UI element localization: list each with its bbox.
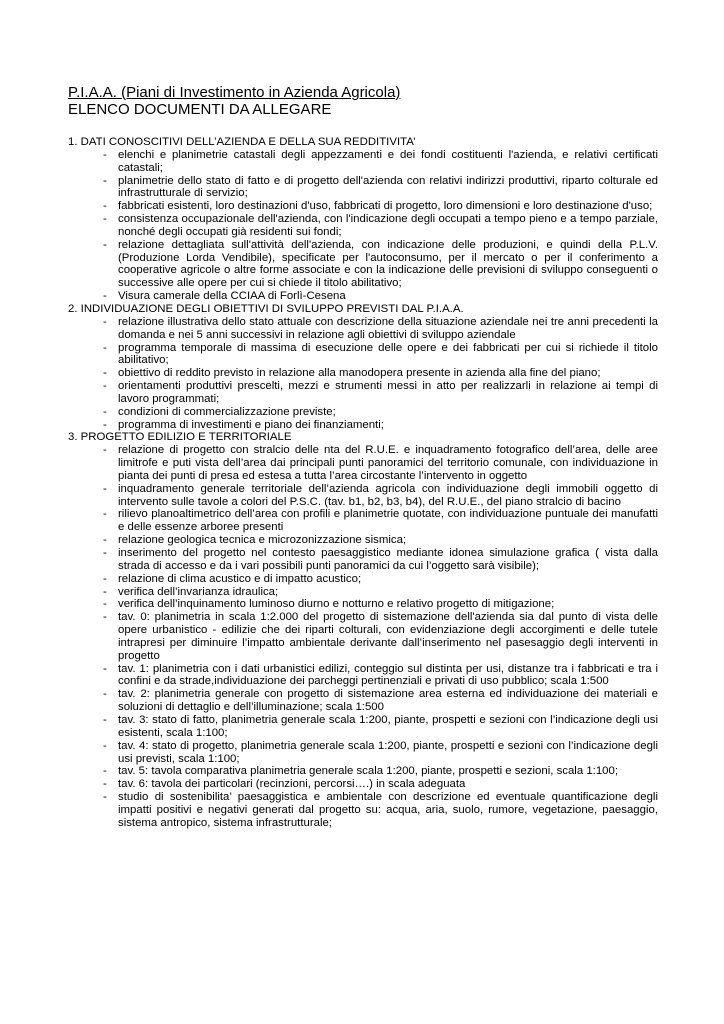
list-item (68, 573, 658, 586)
dash-bullet: - (103, 611, 107, 624)
list-item-text: verifica dell’invarianza idraulica; (118, 585, 279, 598)
dash-bullet: - (103, 688, 107, 701)
dash-bullet: - (103, 238, 107, 251)
list-item-text: tav. 5: tavola comparativa planimetria generale scala 1:200, piante, prospetti e sezioni, scala 1:100; (118, 765, 619, 778)
list-item-text: tav. 4: stato di progetto, planimetria generale scala 1:200, piante, prospetti e sezioni con l’indicazione degli usi previsti, scala 1:100; (118, 739, 658, 765)
list-item-text: elenchi e planimetrie catastali degli appezzamenti e dei fondi costituenti l'azienda, e relativi certificati catastali; (118, 148, 658, 174)
dash-bullet: - (103, 791, 107, 804)
list-item (68, 740, 658, 766)
dash-bullet: - (103, 598, 107, 611)
list-item (68, 791, 658, 830)
spacer (68, 118, 658, 136)
list-item-text: consistenza occupazionale dell'azienda, con l'indicazione degli occupati a tempo pieno e a tempo parziale, nonché degli occupati già residenti sui fondi; (118, 213, 658, 238)
list-item (68, 380, 658, 406)
list-item (68, 611, 658, 662)
list-item-text: relazione di progetto con stralcio delle nta del R.U.E. e inquadramento fotografico dell’area, delle aree limitrofe e puti vista dell’area dai principali punti panoramici del territorio comunale, con individuazione in pianta dei punti di presa ed estesa a tutta l’area circostante l’intervento in oggetto (118, 444, 658, 482)
list-item-text: relazione illustrativa dello stato attuale con descrizione della situazione aziendale nei tre anni precedenti la domanda e nei 5 anni successivi in relazione agli obiettivi di sviluppo aziendale (118, 315, 658, 341)
list-item-text: tav. 6: tavola dei particolari (recinzioni, percorsi….) in scala adeguata (118, 778, 466, 791)
dash-bullet: - (103, 174, 107, 187)
list-item-text: relazione dettagliata sull'attività dell'azienda, con indicazione delle produzioni, e quindi della P.L.V. (Produzione Lorda Vendibile), specificate per l'autoconsumo, per il mercato o per il conferimento a cooperative agricole o altre forme associate e con la indicazione delle previsioni di sviluppo conseguenti o successive alle opere per cui si chiede il titolo abilitativo; (118, 238, 658, 290)
list-item-text: planimetrie dello stato di fatto e di progetto dell'azienda con relativi indirizzi produttivi, riparto colturale ed infrastrutturale di servizio; (118, 174, 658, 200)
list-item (68, 239, 658, 290)
list-item (68, 213, 658, 239)
list-item-text: inquadramento generale territoriale dell’azienda agricola con individuazione degli immobili oggetto di intervento sulle tavole a colori del P.S.C. (tav. b1, b2, b3, b4), del R.U.E., del piano stralcio di bacino (118, 482, 658, 508)
list-item-text: tav. 0: planimetria in scala 1:2.000 del progetto di sistemazione dell'azienda sia dal punto di vista delle opere urbanistico - edilizie che dei riparti colturali, con evidenziazione degli accorgimenti e delle tutele intrapresi per diminuire l’impatto ambientale derivante dall’inserimento nel pasesaggio degli interventi in progetto (118, 611, 658, 662)
list-item-text: tav. 1: planimetria con i dati urbanistici edilizi, conteggio sul distinta per usi, distanze tra i fabbricati e tra i confini e da strade,individuazione dei parcheggi pertinenziali e privati di uso pubblico; scala 1:500 (118, 662, 658, 688)
dash-bullet: - (103, 290, 107, 303)
list-item (68, 586, 658, 599)
dash-bullet: - (103, 213, 107, 226)
section-item-list (68, 444, 658, 829)
list-item (68, 444, 658, 483)
section-item-list (68, 316, 658, 432)
list-item-text: programma temporale di massima di esecuzione delle opere e dei fabbricati per cui si richiede il titolo abilitativo; (118, 341, 658, 367)
list-item-text: verifica dell’inquinamento luminoso diurno e notturno e relativo progetto di mitigazione; (118, 598, 555, 611)
list-item (68, 663, 658, 689)
dash-bullet: - (103, 200, 107, 213)
list-item-text: studio di sostenibilita’ paesaggistica e ambientale con descrizione ed eventuale quantificazione degli impatti positivi e negativi generati dal progetto su: acqua, aria, suolo, rumore, vegetazione, paesaggio, sistema antropico, sistema infrastrutturale; (118, 791, 658, 829)
list-item (68, 149, 658, 175)
list-item (68, 688, 658, 714)
list-item-text: tav. 2: planimetria generale con progetto di sistemazione area esterna ed individuazione dei materiali e soluzioni di dettaglio e dell’illuminazione; scala 1:500 (118, 688, 658, 714)
section-heading: 2. INDIVIDUAZIONE DEGLI OBIETTIVI DI SVILUPPO PREVISTI DAL P.I.A.A. (68, 302, 464, 315)
section-heading: 3. PROGETTO EDILIZIO E TERRITORIALE (68, 431, 292, 444)
list-item (68, 342, 658, 368)
list-item (68, 534, 658, 547)
dash-bullet: - (103, 482, 107, 495)
dash-bullet: - (103, 367, 107, 380)
list-item-text: rilievo planoaltimetrico dell’area con profili e planimetrie quotate, con individuazione puntuale dei manufatti e delle essenze arboree presenti (118, 508, 658, 534)
list-item-text: relazione geologica tecnica e microzonizzazione sismica; (118, 534, 407, 547)
list-item (68, 598, 658, 611)
list-item-text: orientamenti produttivi prescelti, mezzi e strumenti messi in atto per realizzarli in relazione ai tempi di lavoro programmati; (118, 380, 658, 405)
list-item-text: tav. 3: stato di fatto, planimetria generale scala 1:200, piante, prospetti e sezioni con l’indicazione degli usi esistenti, scala 1:100; (118, 713, 658, 739)
dash-bullet: - (103, 418, 107, 431)
dash-bullet: - (103, 341, 107, 354)
list-item (68, 778, 658, 791)
list-item-text: condizioni di commercializzazione previste; (118, 405, 336, 418)
list-item-text: fabbricati esistenti, loro destinazioni d'uso, fabbricati di progetto, loro dimensioni e loro destinazione d'uso; (118, 200, 653, 213)
dash-bullet: - (103, 765, 107, 778)
list-item (68, 175, 658, 201)
dash-bullet: - (103, 572, 107, 585)
dash-bullet: - (103, 380, 107, 393)
sections-container (68, 136, 658, 830)
section-heading: 1. DATI CONOSCITIVI DELL’AZIENDA E DELLA SUA REDDITIVITA’ (68, 136, 416, 148)
dash-bullet: - (103, 547, 107, 559)
document-subtitle: ELENCO DOCUMENTI DA ALLEGARE (68, 101, 332, 118)
list-item (68, 714, 658, 740)
list-item (68, 290, 658, 303)
dash-bullet: - (103, 444, 107, 457)
dash-bullet: - (103, 148, 107, 161)
list-item (68, 200, 658, 213)
list-item-text: inserimento del progetto nel contesto paesaggistico mediante idonea simulazione grafica ( vista dalla strada di accesso e da i vari possibili punti panoramici da cui l’oggetto sarà visibile); (118, 547, 658, 572)
list-item-text: relazione di clima acustico e di impatto acustico; (118, 572, 362, 585)
list-item (68, 483, 658, 509)
dash-bullet: - (103, 585, 107, 598)
list-item (68, 765, 658, 778)
dash-bullet: - (103, 534, 107, 547)
list-item-text: obiettivo di reddito previsto in relazione alla manodopera presente in azienda alla fine del piano; (118, 367, 601, 380)
list-item (68, 508, 658, 534)
dash-bullet: - (103, 662, 107, 675)
dash-bullet: - (103, 405, 107, 418)
dash-bullet: - (103, 508, 107, 521)
section-item-list (68, 149, 658, 303)
list-item (68, 367, 658, 380)
list-item-text: programma di investimenti e piano dei finanziamenti; (118, 418, 384, 431)
document-page (68, 84, 658, 830)
list-item (68, 419, 658, 432)
document-title: P.I.A.A. (Piani di Investimento in Azienda Agricola) (68, 84, 401, 101)
list-item (68, 547, 658, 573)
dash-bullet: - (103, 739, 107, 752)
list-item (68, 406, 658, 419)
dash-bullet: - (103, 778, 107, 791)
list-item-text: Visura camerale della CCIAA di Forlì-Cesena (118, 290, 346, 303)
list-item (68, 316, 658, 342)
dash-bullet: - (103, 713, 107, 726)
dash-bullet: - (103, 315, 107, 328)
